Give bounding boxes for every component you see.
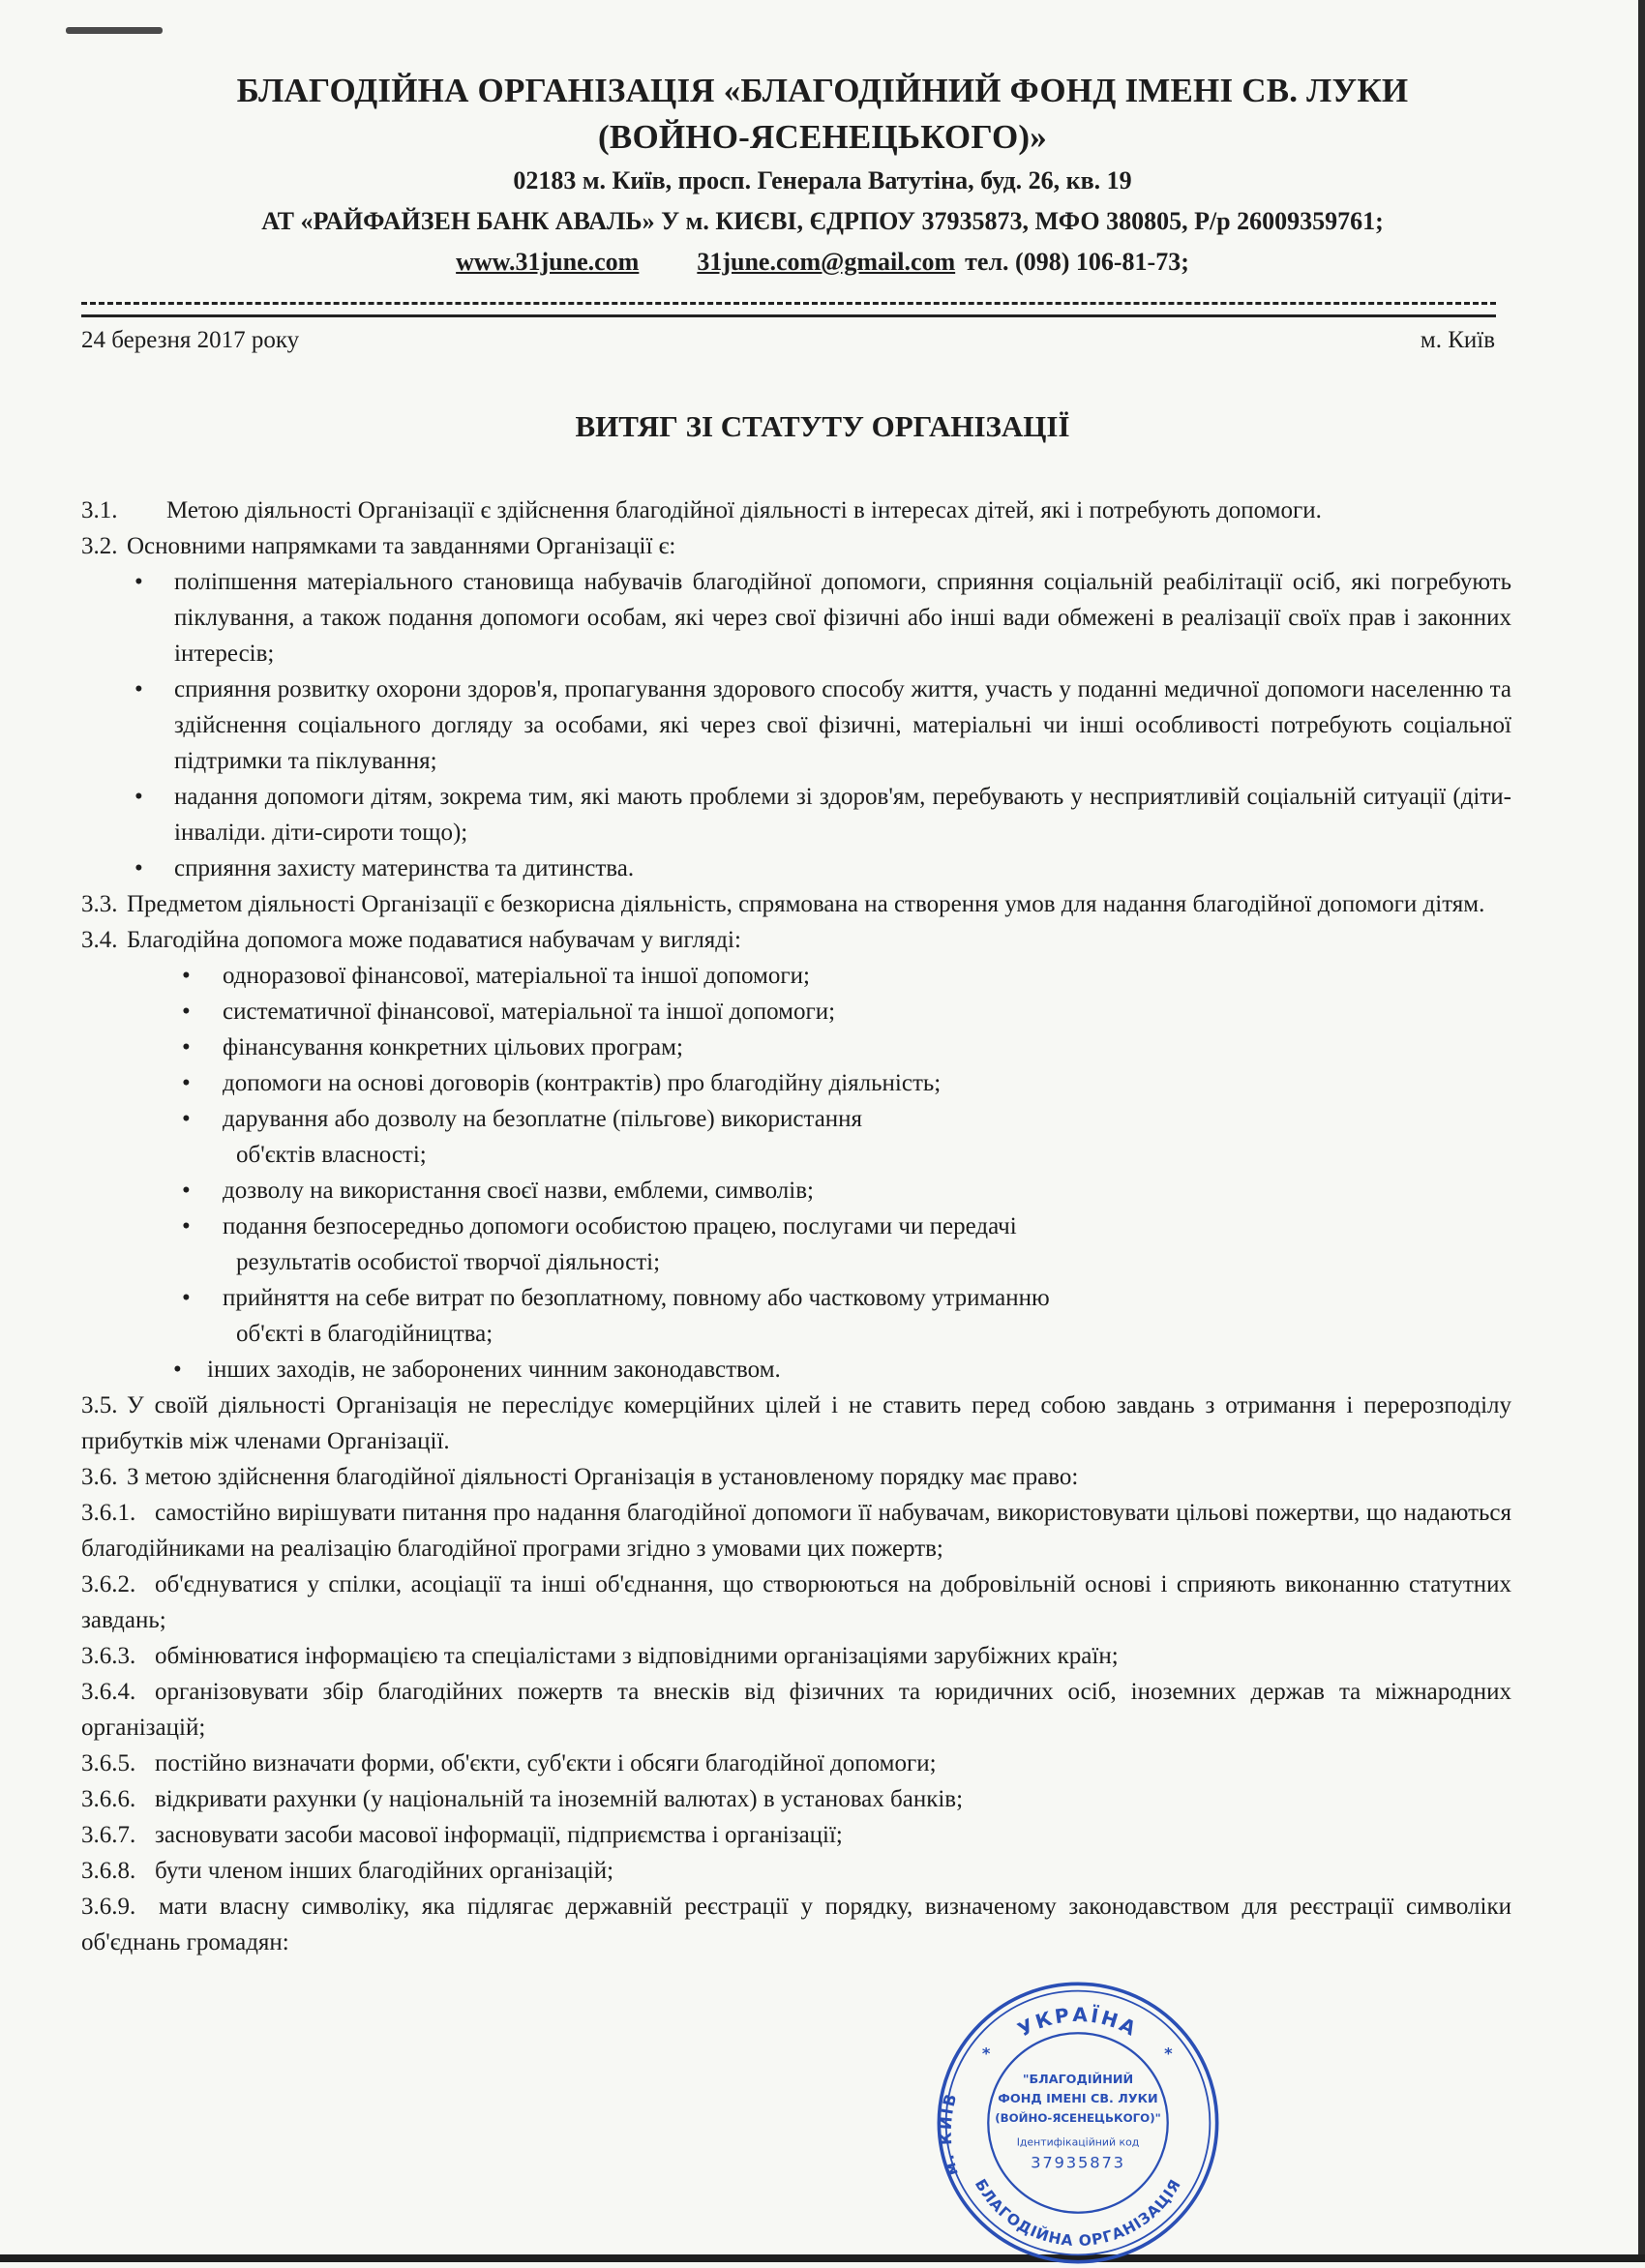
stamp-ring-left-text: м. КИЇВ: [936, 2090, 962, 2178]
divider-dashed: [81, 302, 1496, 305]
bullet-icon: •: [182, 1178, 191, 1204]
list-item: [81, 671, 1511, 779]
document-date: 24 березня 2017 року: [81, 327, 300, 353]
section-text: відкривати рахунки (у національній та іноземній валютах) в установах банків;: [155, 1786, 964, 1812]
section-number: 3.6.8.: [81, 1858, 136, 1884]
list-item-continuation: об'єктів власності;: [236, 1142, 427, 1168]
bullet-icon: •: [135, 676, 143, 702]
section-3-2: [81, 528, 1511, 564]
section-number: 3.6.7.: [81, 1822, 136, 1848]
list-item-continuation: результатів особистої творчої діяльності;: [236, 1249, 661, 1275]
section-text: обмінюватися інформацією та спеціалістами з відповідними організаціями зарубіжних країн;: [155, 1643, 1119, 1669]
section-text: мати власну символіку, яка підлягає державній реєстрації у порядку, визначеному законодавством для реєстрації символіки об'єднань громадян:: [81, 1894, 1511, 1955]
section-3-1: [81, 492, 1511, 528]
list-item-text: інших заходів, не заборонених чинним законодавством.: [207, 1357, 781, 1383]
scan-mark: [66, 27, 163, 34]
stamp-star-icon: *: [981, 2044, 991, 2063]
phone: тел. (098) 106-81-73;: [965, 248, 1189, 276]
section-number: 3.6.1.: [81, 1500, 136, 1526]
section-3-6-5: [81, 1746, 1511, 1781]
stamp-ring-bottom-text: БЛАГОДІЙНА ОРГАНІЗАЦІЯ: [971, 2176, 1185, 2251]
section-number: 3.5.: [81, 1392, 118, 1418]
contacts-line: [0, 242, 1645, 283]
org-address: 02183 м. Київ, просп. Генерала Ватутіна, буд. 26, кв. 19: [513, 166, 1132, 194]
section-3-6-7: [81, 1817, 1511, 1853]
bullet-icon: •: [182, 1106, 191, 1132]
section-text: Предметом діяльності Організації є безкорисна діяльність, спрямована на створення умов для надання благодійної допомоги дітям.: [127, 891, 1485, 917]
list-item: [81, 564, 1511, 671]
document-city: м. Київ: [1420, 327, 1495, 353]
section-3-6-2: [81, 1567, 1511, 1638]
section-text: Основними напрямками та завданнями Організації є:: [127, 533, 676, 559]
bullet-icon: •: [182, 1034, 191, 1060]
section-3-5: [81, 1388, 1511, 1459]
section-number: 3.6.6.: [81, 1786, 136, 1812]
bank-details: АТ «РАЙФАЙЗЕН БАНК АВАЛЬ» У м. КИЄВІ, ЄДРПОУ 37935873, МФО 380805, Р/р 26009359761;: [261, 207, 1384, 235]
list-item-text: одноразової фінансової, матеріальної та іншої допомоги;: [223, 963, 810, 989]
section-3-6-8: [81, 1853, 1511, 1889]
list-item: [81, 958, 1511, 994]
section-3-6-9: [81, 1889, 1511, 1960]
bullet-icon: •: [135, 784, 143, 810]
section-text: Метою діяльності Організації є здійснення благодійної діяльності в інтересах дітей, які і потребують допомоги.: [166, 497, 1322, 523]
org-title-line2: (ВОЙНО-ЯСЕНЕЦЬКОГО)»: [598, 118, 1047, 156]
list-item: [81, 1030, 1511, 1065]
email-link[interactable]: 31june.com@gmail.com: [697, 248, 956, 276]
list-item: [81, 1280, 1511, 1352]
bullet-icon: •: [182, 999, 191, 1025]
bullet-icon: •: [173, 1357, 182, 1383]
section-number: 3.3.: [81, 891, 118, 917]
list-item-text: допомоги на основі договорів (контрактів) про благодійну діяльність;: [223, 1070, 942, 1096]
divider-solid: [81, 314, 1496, 317]
list-item: [81, 1065, 1511, 1101]
stamp-container: [933, 1978, 1223, 2268]
section-number: 3.6.4.: [81, 1679, 136, 1705]
section-number: 3.1.: [81, 497, 118, 523]
section-text: З метою здійснення благодійної діяльності Організація в установленому порядку має право:: [127, 1464, 1079, 1490]
list-item-text: дарування або дозволу на безоплатне (пільгове) використання: [223, 1106, 863, 1132]
stamp-center-line2: ФОНД ІМЕНІ СВ. ЛУКИ: [998, 2091, 1158, 2106]
list-item-text: подання безпосередньо допомоги особистою працею, послугами чи передачі: [223, 1213, 1017, 1239]
bullet-icon: •: [135, 855, 143, 881]
bullet-icon: •: [135, 569, 143, 595]
section-number: 3.2.: [81, 533, 118, 559]
section-number: 3.4.: [81, 927, 118, 953]
list-item-text: прийняття на себе витрат по безоплатному, повному або частковому утриманню: [223, 1285, 1050, 1311]
list-item-text: надання допомоги дітям, зокрема тим, які мають проблеми зі здоров'ям, перебувають у несприятливій соціальній ситуації (діти-інваліди. діти-сироти тощо);: [174, 784, 1511, 846]
list-item-text: сприяння захисту материнства та дитинства.: [174, 855, 635, 881]
stamp-id-code: 37935873: [1031, 2153, 1125, 2172]
list-item: [81, 850, 1511, 886]
section-number: 3.6.: [81, 1464, 118, 1490]
list-item: [81, 779, 1511, 850]
org-title-line1: БЛАГОДІЙНА ОРГАНІЗАЦІЯ «БЛАГОДІЙНИЙ ФОНД ІМЕНІ СВ. ЛУКИ: [236, 72, 1409, 109]
stamp-center-line3: (ВОЙНО-ЯСЕНЕЦЬКОГО)": [995, 2111, 1161, 2126]
list-item-text: поліпшення матеріального становища набувачів благодійної допомоги, сприяння соціальній реабілітації осіб, які погребують піклування, а також подання допомоги особам, які через свої фізичні або інші вади обмежені в реалізації своїх прав і законних інтересів;: [174, 569, 1511, 667]
bullet-icon: •: [182, 1213, 191, 1239]
section-number: 3.6.2.: [81, 1571, 136, 1597]
stamp-id-label: Ідентифікаційний код: [1016, 2135, 1140, 2149]
email-phone-group: [697, 242, 1189, 283]
section-3-6-4: [81, 1674, 1511, 1746]
list-item: [81, 1101, 1511, 1173]
list-item-text: систематичної фінансової, матеріальної та іншої допомоги;: [223, 999, 836, 1025]
list-item: [81, 1209, 1511, 1280]
stamp-ring-top-text: УКРАЇНА: [1013, 2002, 1143, 2042]
list-item-continuation: об'єкті в благодійництва;: [236, 1321, 494, 1347]
section-text: Благодійна допомога може подаватися набувачам у вигляді:: [127, 927, 741, 953]
list-item: [81, 994, 1511, 1030]
list-item-text: сприяння розвитку охорони здоров'я, пропагування здорового способу життя, участь у поданні медичної допомоги населенню та здійснення соціального догляду за особами, які через свої фізичні, матеріальні чи інші особливості потребують соціальної підтримки та піклування;: [174, 676, 1511, 774]
document-body: [81, 492, 1511, 2268]
website-link[interactable]: www.31june.com: [456, 248, 640, 276]
list-item: [81, 1352, 1511, 1388]
section-3-4: [81, 922, 1511, 958]
section-3-3: [81, 886, 1511, 922]
section-text: організовувати збір благодійних пожертв та внесків від фізичних та юридичних осіб, іноземних держав та міжнародних організацій;: [81, 1679, 1511, 1741]
section-3-6-1: [81, 1495, 1511, 1567]
letterhead: [0, 68, 1645, 283]
section-text: засновувати засоби масової інформації, підприємства і організації;: [155, 1822, 843, 1848]
section-3-6-3: [81, 1638, 1511, 1674]
stamp-star-icon: *: [1164, 2044, 1173, 2063]
list-item: [81, 1173, 1511, 1209]
section-3-6-6: [81, 1781, 1511, 1817]
section-text: бути членом інших благодійних організацій;: [155, 1858, 614, 1884]
section-number: 3.6.3.: [81, 1643, 136, 1669]
section-text: об'єднуватися у спілки, асоціації та інші об'єднання, що створюються на добровільній основі і сприяють виконанню статутних завдань;: [81, 1571, 1511, 1633]
document-title: ВИТЯГ ЗІ СТАТУТУ ОРГАНІЗАЦІЇ: [575, 409, 1070, 443]
section-text: постійно визначати форми, об'єкти, суб'єкти і обсяги благодійної допомоги;: [155, 1750, 937, 1776]
organization-stamp: [933, 1978, 1223, 2268]
bullet-icon: •: [182, 1070, 191, 1096]
section-number: 3.6.9.: [81, 1894, 136, 1920]
section-3-6: [81, 1459, 1511, 1495]
list-item-text: фінансування конкретних цільових програм;: [223, 1034, 683, 1060]
stamp-center-line1: "БЛАГОДІЙНИЙ: [1022, 2072, 1134, 2087]
section-text: У своїй діяльності Організація не переслідує комерційних цілей і не ставить перед собою завдань з отримання і перерозподілу прибутків між членами Організації.: [81, 1392, 1511, 1454]
bullet-icon: •: [182, 963, 191, 989]
section-number: 3.6.5.: [81, 1750, 136, 1776]
section-text: самостійно вирішувати питання про надання благодійної допомоги її набувачам, використовувати цільові пожертви, що надаються благодійниками на реалізацію благодійної програми згідно з умовами цих пожертв;: [81, 1500, 1511, 1562]
scan-edge-right: [1638, 0, 1645, 2262]
bullet-icon: •: [182, 1285, 191, 1311]
list-item-text: дозволу на використання своєї назви, емблеми, символів;: [223, 1178, 814, 1204]
